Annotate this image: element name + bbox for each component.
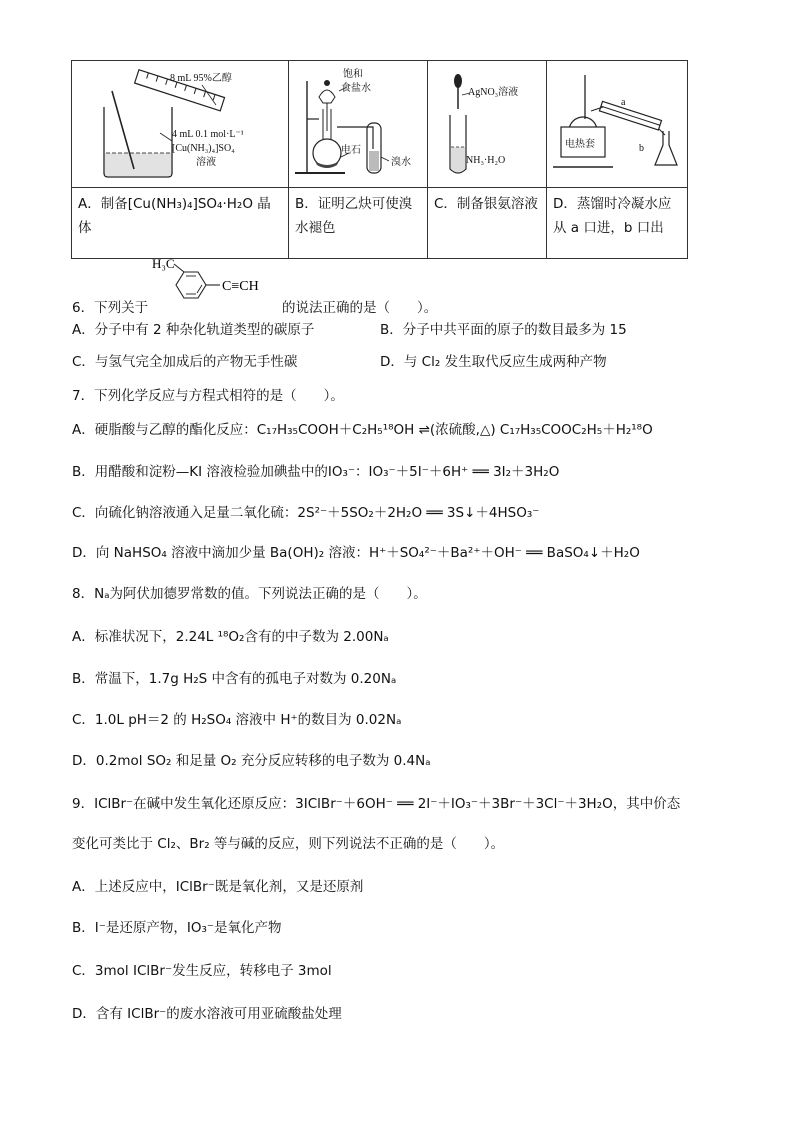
q6-option-b: B．分子中共平面的原子的数目最多为 15 [380,322,627,338]
figure-b-brine-label-2: 食盐水 [341,83,371,94]
q6-structure-methyl: H₃C [152,256,175,271]
figure-a-reagent-label-3: 溶液 [196,157,216,168]
q6-option-c: C．与氢气完全加成后的产物无手性碳 [72,354,298,370]
figure-b-carbide-label: 电石 [341,145,361,156]
option-a-label: A．制备[Cu(NH₃)₄]SO₄·H₂O 晶体 [72,188,289,259]
figure-b-cell [289,61,428,188]
q7-stem: 7．下列化学反应与方程式相符的是（ ）。 [72,388,344,404]
option-d-label: D．蒸馏时冷凝水应从 a 口进，b 口出 [547,188,688,259]
figure-d-port-b: b [639,143,644,154]
q9-option-c: C．3mol IClBr⁻发生反应，转移电子 3mol [72,963,332,979]
figure-b-bromine-label: 溴水 [391,157,411,168]
figure-b-brine-label-1: 饱和 [343,69,363,80]
q9-option-a: A．上述反应中，IClBr⁻既是氧化剂，又是还原剂 [72,879,364,895]
q6-option-d: D．与 Cl₂ 发生取代反应生成两种产物 [380,354,607,370]
q6-stem-post: 的说法正确的是（ ）。 [282,300,438,316]
apparatus-table [71,60,688,259]
q6-structure-formula [150,254,280,310]
q9-option-b: B．I⁻是还原产物，IO₃⁻是氧化产物 [72,920,282,936]
figure-c-silver-ammonia-diagram [428,61,546,183]
q7-option-a: A．硬脂酸与乙醇的酯化反应：C₁₇H₃₅COOH＋C₂H₅¹⁸OH ⇌(浓硫酸,△) C₁₇H₃₅COOC₂H₅＋H₂¹⁸O [72,422,653,438]
q9-stem-line-2: 变化可类比于 Cl₂、Br₂ 等与碱的反应，则下列说法不正确的是（ ）。 [72,836,505,852]
figure-row [72,61,688,188]
option-c-label: C．制备银氨溶液 [428,188,547,259]
q8-option-c: C．1.0L pH＝2 的 H₂SO₄ 溶液中 H⁺的数目为 0.02Nₐ [72,712,402,728]
figure-a-ethanol-label: 8 mL 95%乙醇 [170,73,232,84]
figure-d-heater-label: 电热套 [565,139,595,150]
figure-d-distillation-diagram [547,61,687,183]
figure-c-cell [428,61,547,188]
figure-a-beaker-diagram [72,61,288,183]
figure-b-acetylene-diagram [289,61,427,183]
figure-c-ammonia-label: NH₃·H₂O [466,155,506,166]
option-b-label: B．证明乙炔可使溴水褪色 [289,188,428,259]
q8-option-a: A．标准状况下，2.24L ¹⁸O₂含有的中子数为 2.00Nₐ [72,629,389,645]
figure-a-reagent-label-2: [Cu(NH₃)₄]SO₄ [172,143,235,154]
label-row [72,188,688,259]
q7-option-c: C．向硫化钠溶液通入足量二氧化硫：2S²⁻＋5SO₂＋2H₂O ══ 3S↓＋4HSO₃⁻ [72,505,540,521]
q8-stem: 8．Nₐ为阿伏加德罗常数的值。下列说法正确的是（ ）。 [72,586,427,602]
figure-d-cell [547,61,688,188]
figure-d-port-a: a [621,97,626,108]
q7-option-b: B．用醋酸和淀粉—KI 溶液检验加碘盐中的IO₃⁻：IO₃⁻＋5I⁻＋6H⁺ ══ 3I₂＋3H₂O [72,464,560,480]
q6-structure-alkyne: C≡CH [222,279,259,294]
q8-option-b: B．常温下，1.7g H₂S 中含有的孤电子对数为 0.20Nₐ [72,671,397,687]
figure-a-cell [72,61,289,188]
q7-option-d: D．向 NaHSO₄ 溶液中滴加少量 Ba(OH)₂ 溶液：H⁺＋SO₄²⁻＋Ba²⁺＋OH⁻ ══ BaSO₄↓＋H₂O [72,545,640,561]
q9-stem-line-1: 9．IClBr⁻在碱中发生氧化还原反应：3IClBr⁻＋6OH⁻ ══ 2I⁻＋IO₃⁻＋3Br⁻＋3Cl⁻＋3H₂O，其中价态 [72,796,681,812]
q6-option-a: A．分子中有 2 种杂化轨道类型的碳原子 [72,322,315,338]
q8-option-d: D．0.2mol SO₂ 和足量 O₂ 充分反应转移的电子数为 0.4Nₐ [72,753,431,769]
figure-c-silver-label: AgNO₃溶液 [468,87,519,98]
figure-a-reagent-label-1: 4 mL 0.1 mol·L⁻¹ [172,129,244,140]
q6-stem-pre: 6．下列关于 [72,300,149,316]
q9-option-d: D．含有 IClBr⁻的废水溶液可用亚硫酸盐处理 [72,1006,342,1022]
